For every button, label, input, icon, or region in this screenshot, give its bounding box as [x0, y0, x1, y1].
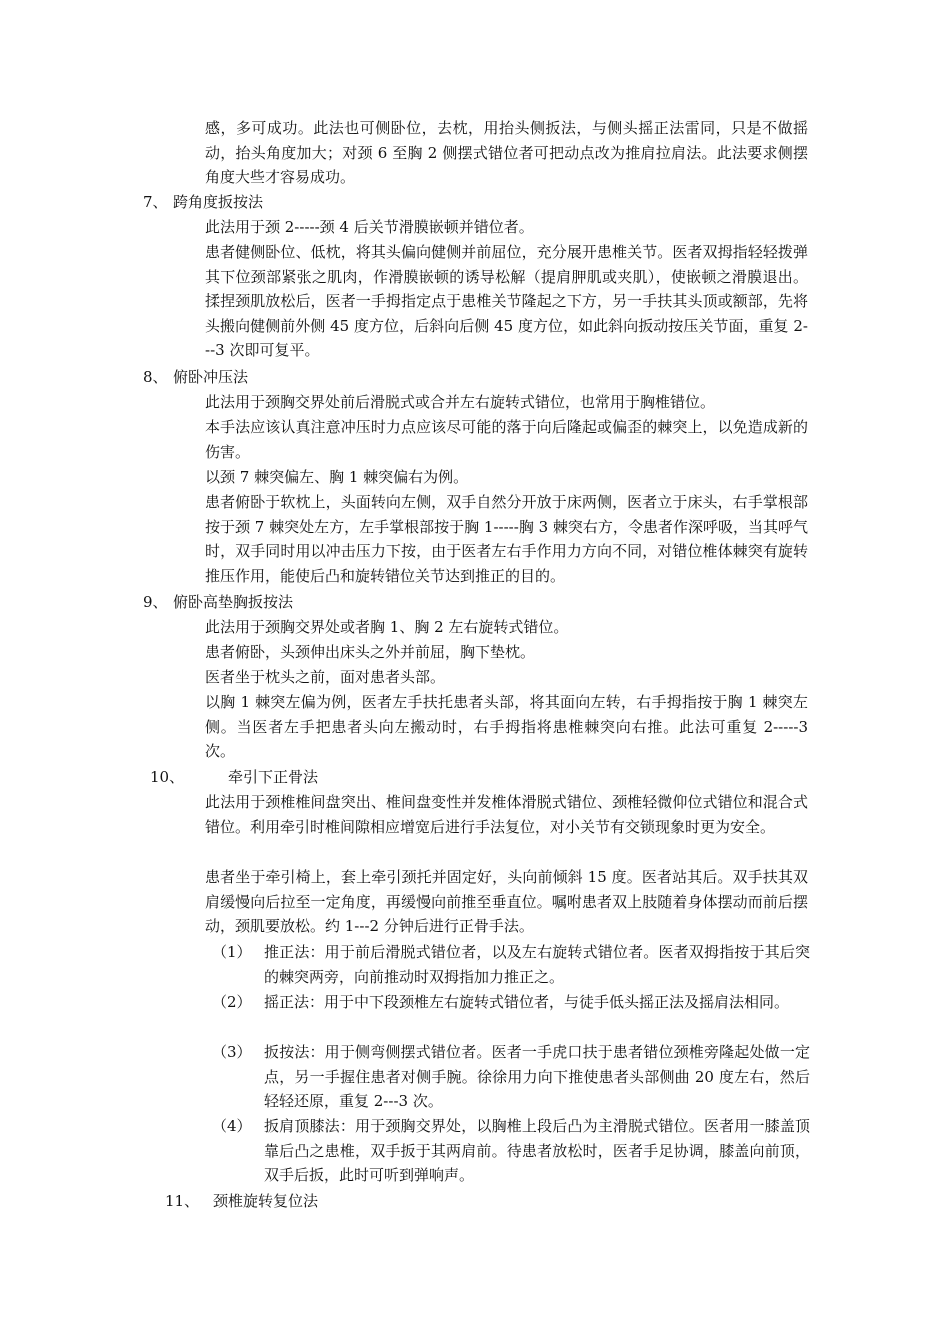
- heading-8: [143, 365, 248, 390]
- section-7-paragraph-2: 患者健侧卧位、低枕，将其头偏向健侧并前屈位，充分展开患椎关节。医者双拇指轻轻拨弹其下位颈部紧张之肌肉，作滑膜嵌顿的诱导松解（提肩胛肌或夹肌），使嵌顿之滑膜退出。揉捏颈肌放松后，医者一手拇指定点于患椎关节隆起之下方，另一手扶其头顶或额部，先将头搬向健侧前外侧 45 度方位，后斜向后侧 45 度方位，如此斜向扳动按压关节面，重复 2---3 次即可复平。: [205, 243, 808, 359]
- heading-10: [150, 765, 318, 790]
- section-10-paragraph-1: 此法用于颈椎椎间盘突出、椎间盘变性并发椎体滑脱式错位、颈椎轻微仰位式错位和混合式错位。利用牵引时椎间隙相应增宽后进行手法复位，对小关节有交锁现象时更为安全。: [205, 793, 808, 836]
- heading-11: [165, 1189, 318, 1214]
- sub-item-4-text: 扳肩顶膝法：用于颈胸交界处，以胸椎上段后凸为主滑脱式错位。医者用一膝盖顶靠后凸之患椎，双手扳于其两肩前。待患者放松时，医者手足协调，膝盖向前顶，双手后扳，此时可听到弹响声。: [264, 1117, 810, 1184]
- heading-10-title: 牵引下正骨法: [228, 768, 319, 786]
- intro-paragraph: 感，多可成功。此法也可侧卧位，去枕，用抬头侧扳法，与侧头摇正法雷同，只是不做摇动，抬头角度加大；对颈 6 至胸 2 侧摆式错位者可把动点改为推肩拉肩法。此法要求侧摆角度大些才容易成功。: [205, 119, 808, 186]
- sub-item-1-text: 推正法：用于前后滑脱式错位者，以及左右旋转式错位者。医者双拇指按于其后突的棘突两旁，向前推动时双拇指加力推正之。: [264, 943, 810, 986]
- heading-9-title: 俯卧高垫胸扳按法: [173, 593, 294, 611]
- sub-item-1-marker: （1）: [212, 943, 252, 961]
- section-9-paragraph-2: 患者俯卧，头颈伸出床头之外并前屈，胸下垫枕。: [205, 643, 536, 661]
- heading-11-number: 11、: [165, 1192, 200, 1210]
- heading-9-number: 9、: [143, 593, 168, 611]
- heading-8-title: 俯卧冲压法: [173, 368, 249, 386]
- sub-item-2: [212, 990, 810, 1015]
- sub-item-3: [212, 1040, 810, 1114]
- sub-item-2-marker: （2）: [212, 993, 252, 1011]
- heading-11-title: 颈椎旋转复位法: [213, 1192, 319, 1210]
- sub-item-4: [212, 1114, 810, 1188]
- section-7-paragraph-1: 此法用于颈 2-----颈 4 后关节滑膜嵌顿并错位者。: [205, 218, 534, 236]
- heading-7-number: 7、: [143, 193, 168, 211]
- section-9-paragraph-1: 此法用于颈胸交界处或者胸 1、胸 2 左右旋转式错位。: [205, 618, 569, 636]
- heading-7: [143, 190, 263, 215]
- sub-item-3-marker: （3）: [212, 1043, 252, 1061]
- section-8-paragraph-3: 以颈 7 棘突偏左、胸 1 棘突偏右为例。: [205, 468, 469, 486]
- sub-item-4-marker: （4）: [212, 1117, 252, 1135]
- sub-item-3-text: 扳按法：用于侧弯侧摆式错位者。医者一手虎口扶于患者错位颈椎旁隆起处做一定点，另一手握住患者对侧手腕。徐徐用力向下推使患者头部侧曲 20 度左右，然后轻轻还原，重复 2---3 次。: [264, 1043, 810, 1110]
- sub-item-2-text: 摇正法：用于中下段颈椎左右旋转式错位者，与徒手低头摇正法及摇肩法相同。: [264, 993, 790, 1011]
- heading-10-number: 10、: [150, 768, 185, 786]
- section-8-paragraph-1: 此法用于颈胸交界处前后滑脱式或合并左右旋转式错位，也常用于胸椎错位。: [205, 393, 716, 411]
- section-9-paragraph-4: 以胸 1 棘突左偏为例，医者左手扶托患者头部，将其面向左转，右手拇指按于胸 1 棘突左侧。当医者左手把患者头向左搬动时，右手拇指将患椎棘突向右推。此法可重复 2-----3 次。: [205, 693, 808, 760]
- section-9-paragraph-3: 医者坐于枕头之前，面对患者头部。: [205, 668, 446, 686]
- section-10-paragraph-2: 患者坐于牵引椅上，套上牵引颈托并固定好，头向前倾斜 15 度。医者站其后。双手扶其双肩缓慢向后拉至一定角度，再缓慢向前推至垂直位。嘱咐患者双上肢随着身体摆动而前后摆动，颈肌要放松。约 1---2 分钟后进行正骨手法。: [205, 868, 808, 935]
- heading-7-title: 跨角度扳按法: [173, 193, 264, 211]
- section-8-paragraph-2: 本手法应该认真注意冲压时力点应该尽可能的落于向后隆起或偏歪的棘突上，以免造成新的伤害。: [205, 418, 808, 461]
- heading-8-number: 8、: [143, 368, 168, 386]
- sub-item-1: [212, 940, 810, 989]
- section-8-paragraph-4: 患者俯卧于软枕上，头面转向左侧，双手自然分开放于床两侧，医者立于床头，右手掌根部按于颈 7 棘突处左方，左手掌根部按于胸 1-----胸 3 棘突右方，令患者作深呼吸，当其呼气时，双手同时用以冲击压力下按，由于医者左右手作用力方向不同，对错位椎体棘突有旋转推压作用，能使后凸和旋转错位关节达到推正的目的。: [205, 493, 808, 585]
- heading-9: [143, 590, 293, 615]
